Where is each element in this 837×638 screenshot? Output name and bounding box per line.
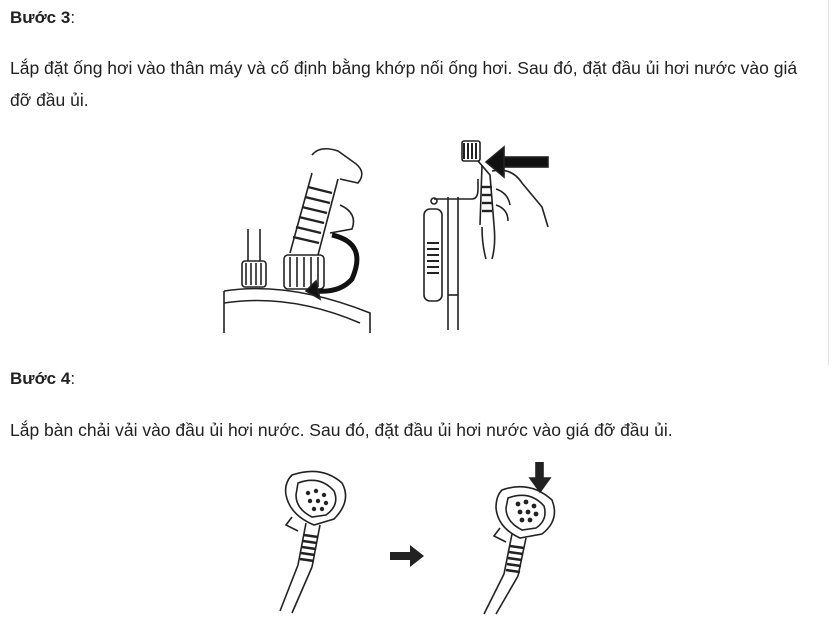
step-3-text: Lắp đặt ống hơi vào thân máy và cố định bằng khớp nối ống hơi. Sau đó, đặt đầu ủi hơi nước vào giá đỡ đầu ủi. xyxy=(10,58,798,110)
brush-before-attach-icon xyxy=(262,465,358,615)
step-4-heading xyxy=(10,368,75,390)
step-3-label: Bước 3 xyxy=(10,8,71,27)
brush-attached-icon xyxy=(460,462,570,616)
step-4-text: Lắp bàn chải vải vào đầu ủi hơi nước. Sau đó, đặt đầu ủi hơi nước vào giá đỡ đầu ủi. xyxy=(10,420,673,440)
step-4-label: Bước 4 xyxy=(10,369,71,388)
right-edge-divider xyxy=(828,0,837,365)
step-3-heading xyxy=(10,7,75,29)
right-arrow-icon xyxy=(390,545,426,567)
step-3-colon: : xyxy=(70,8,76,27)
steamer-head-on-holder-icon xyxy=(412,135,557,335)
hose-attach-to-body-icon xyxy=(220,143,380,335)
step-4-colon: : xyxy=(70,369,76,388)
